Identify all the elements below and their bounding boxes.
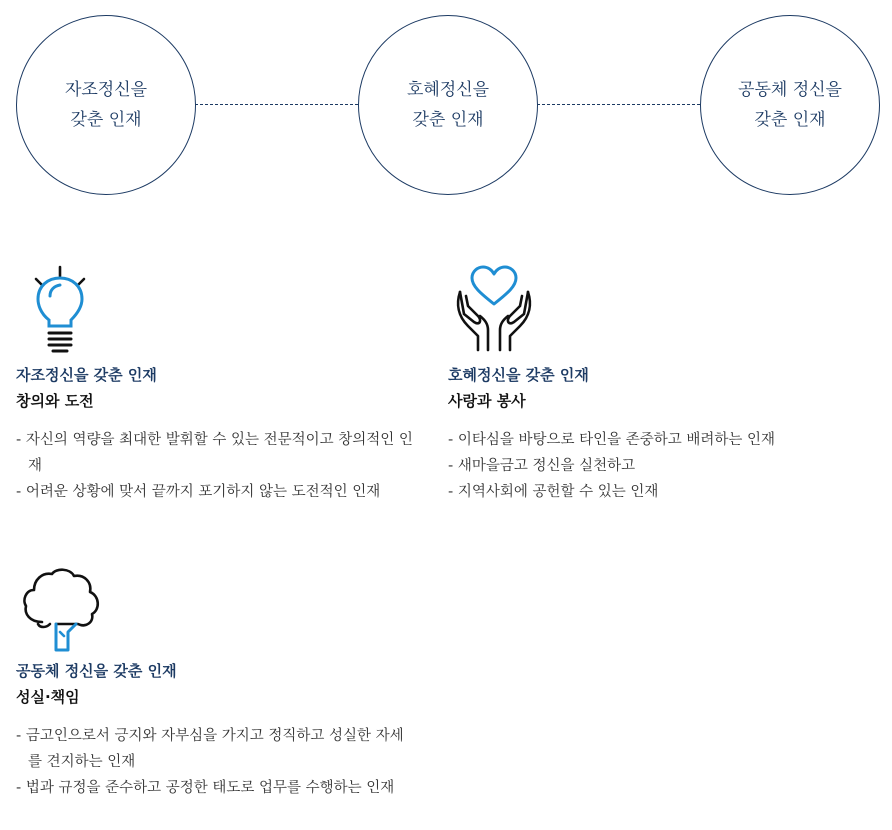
list-item: - 이타심을 바탕으로 타인을 존중하고 배려하는 인재 [448,432,776,448]
block-list [448,427,848,505]
block-list [16,427,416,505]
block-subtitle: 성실·책임 [16,688,80,706]
block-title: 공동체 정신을 갖춘 인재 [16,662,177,680]
hands-heart-icon [450,264,538,354]
value-block-community [16,661,416,801]
circle-self-help [16,15,196,195]
circle-label-line1: 자조정신을 [64,80,148,100]
circle-label-line2: 갖춘 인재 [412,110,484,130]
block-subtitle: 창의와 도전 [16,392,94,410]
block-title: 자조정신을 갖춘 인재 [16,366,157,384]
list-item: - 어려운 상황에 맞서 끝까지 포기하지 않는 도전적인 인재 [16,484,381,500]
value-block-self-help [16,365,416,505]
connector-line-1 [195,104,358,105]
circle-reciprocity [358,15,538,195]
list-item: - 법과 규정을 준수하고 공정한 태도로 업무를 수행하는 인재 [16,780,395,796]
tree-icon [20,566,104,652]
list-item: - 자신의 역량을 최대한 발휘할 수 있는 전문적이고 창의적인 인재 [16,432,413,474]
block-subtitle: 사랑과 봉사 [448,392,526,410]
list-item: - 금고인으로서 긍지와 자부심을 가지고 정직하고 성실한 자세를 견지하는 인재 [16,728,404,770]
block-list [16,723,416,801]
circle-label-line2: 갖춘 인재 [754,110,826,130]
circle-community [700,15,880,195]
connector-line-2 [537,104,700,105]
value-block-reciprocity [448,365,848,505]
circle-label-line1: 호혜정신을 [406,80,490,100]
list-item: - 새마을금고 정신을 실천하고 [448,458,636,474]
block-title: 호혜정신을 갖춘 인재 [448,366,589,384]
circle-label-line2: 갖춘 인재 [70,110,142,130]
circle-label-line1: 공동체 정신을 [738,80,842,100]
lightbulb-icon [28,264,94,354]
list-item: - 지역사회에 공헌할 수 있는 인재 [448,484,659,500]
